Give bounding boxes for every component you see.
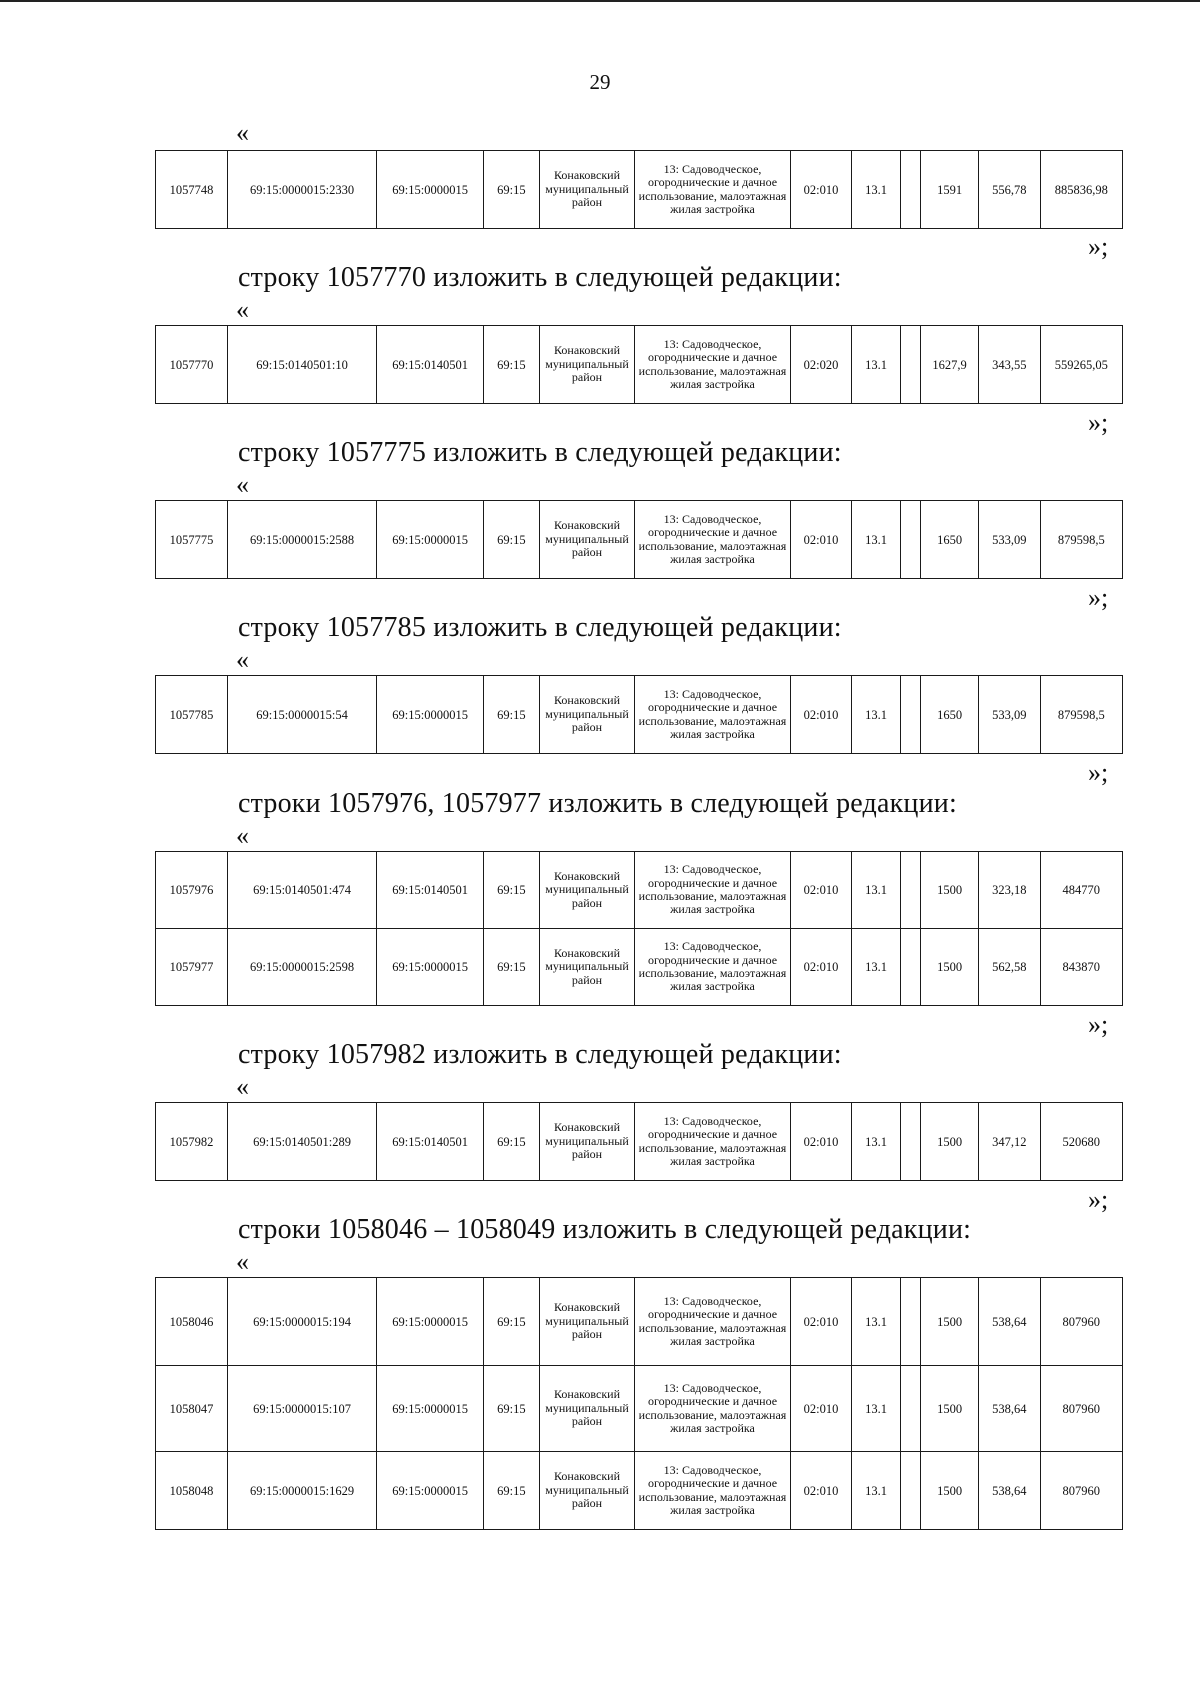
municipality-cell: Конаковский муниципальный район <box>539 1278 635 1366</box>
area-cell: 1500 <box>921 1278 979 1366</box>
section-heading: строки 1057976, 1057977 изложить в следующей редакции: <box>238 788 957 819</box>
land-use-purpose-cell: 13: Садоводческое, огороднические и дачное использование, малоэтажная жилая застройка <box>635 929 790 1006</box>
municipality-cell: Конаковский муниципальный район <box>539 151 635 229</box>
empty-cell <box>900 326 921 404</box>
record-table <box>155 325 1123 404</box>
specific-value-cell: 556,78 <box>978 151 1040 229</box>
municipality-cell: Конаковский муниципальный район <box>539 1366 635 1452</box>
cadastral-value-cell: 807960 <box>1040 1366 1122 1452</box>
group-cell: 13.1 <box>852 326 900 404</box>
cadastral-value-cell: 879598,5 <box>1040 676 1122 754</box>
cadastral-quarter-cell: 69:15:0000015 <box>377 929 484 1006</box>
code-cell: 02:010 <box>790 1452 852 1530</box>
table-row <box>156 151 1123 229</box>
specific-value-cell: 562,58 <box>978 929 1040 1006</box>
cadastral-value-cell: 807960 <box>1040 1452 1122 1530</box>
group-cell: 13.1 <box>852 501 900 579</box>
row-id-cell: 1058047 <box>156 1366 228 1452</box>
opening-quote: « <box>236 821 249 850</box>
table-row <box>156 929 1123 1006</box>
cadastral-quarter-cell: 69:15:0000015 <box>377 501 484 579</box>
page-number: 29 <box>589 70 611 94</box>
land-use-purpose-cell: 13: Садоводческое, огороднические и дачное использование, малоэтажная жилая застройка <box>635 676 790 754</box>
cadastral-quarter-cell: 69:15:0140501 <box>377 1103 484 1181</box>
record-table <box>155 500 1123 579</box>
cadastral-quarter-cell: 69:15:0140501 <box>377 326 484 404</box>
cadastral-district-cell: 69:15 <box>484 326 540 404</box>
code-cell: 02:010 <box>790 929 852 1006</box>
land-use-purpose-cell: 13: Садоводческое, огороднические и дачное использование, малоэтажная жилая застройка <box>635 151 790 229</box>
table-row <box>156 501 1123 579</box>
cadastral-district-cell: 69:15 <box>484 1103 540 1181</box>
cadastral-district-cell: 69:15 <box>484 151 540 229</box>
municipality-cell: Конаковский муниципальный район <box>539 1103 635 1181</box>
cadastral-district-cell: 69:15 <box>484 501 540 579</box>
area-cell: 1591 <box>921 151 979 229</box>
land-use-purpose-cell: 13: Садоводческое, огороднические и дачное использование, малоэтажная жилая застройка <box>635 326 790 404</box>
empty-cell <box>900 1103 921 1181</box>
opening-quote: « <box>236 645 249 674</box>
empty-cell <box>900 929 921 1006</box>
section-heading: строку 1057775 изложить в следующей редакции: <box>238 437 842 468</box>
specific-value-cell: 538,64 <box>978 1278 1040 1366</box>
row-id-cell: 1057748 <box>156 151 228 229</box>
specific-value-cell: 323,18 <box>978 852 1040 929</box>
cadastral-value-cell: 885836,98 <box>1040 151 1122 229</box>
cadastral-district-cell: 69:15 <box>484 1278 540 1366</box>
cadastral-district-cell: 69:15 <box>484 676 540 754</box>
area-cell: 1500 <box>921 1103 979 1181</box>
specific-value-cell: 533,09 <box>978 501 1040 579</box>
specific-value-cell: 347,12 <box>978 1103 1040 1181</box>
row-id-cell: 1058048 <box>156 1452 228 1530</box>
specific-value-cell: 538,64 <box>978 1366 1040 1452</box>
area-cell: 1650 <box>921 501 979 579</box>
cadastral-number-cell: 69:15:0000015:2598 <box>228 929 377 1006</box>
code-cell: 02:010 <box>790 1103 852 1181</box>
row-id-cell: 1057770 <box>156 326 228 404</box>
cadastral-district-cell: 69:15 <box>484 1452 540 1530</box>
land-use-purpose-cell: 13: Садоводческое, огороднические и дачное использование, малоэтажная жилая застройка <box>635 1452 790 1530</box>
group-cell: 13.1 <box>852 151 900 229</box>
table-row <box>156 676 1123 754</box>
land-use-purpose-cell: 13: Садоводческое, огороднические и дачное использование, малоэтажная жилая застройка <box>635 501 790 579</box>
table-row <box>156 1366 1123 1452</box>
empty-cell <box>900 1278 921 1366</box>
empty-cell <box>900 1452 921 1530</box>
code-cell: 02:010 <box>790 1366 852 1452</box>
municipality-cell: Конаковский муниципальный район <box>539 676 635 754</box>
group-cell: 13.1 <box>852 1103 900 1181</box>
closing-quote: »; <box>1088 583 1109 612</box>
cadastral-quarter-cell: 69:15:0140501 <box>377 852 484 929</box>
cadastral-number-cell: 69:15:0000015:2588 <box>228 501 377 579</box>
record-table <box>155 851 1123 1006</box>
closing-quote: »; <box>1088 1010 1109 1039</box>
row-id-cell: 1057977 <box>156 929 228 1006</box>
cadastral-value-cell: 843870 <box>1040 929 1122 1006</box>
closing-quote: »; <box>1088 408 1109 437</box>
code-cell: 02:010 <box>790 1278 852 1366</box>
row-id-cell: 1057976 <box>156 852 228 929</box>
municipality-cell: Конаковский муниципальный район <box>539 326 635 404</box>
empty-cell <box>900 501 921 579</box>
group-cell: 13.1 <box>852 676 900 754</box>
cadastral-quarter-cell: 69:15:0000015 <box>377 676 484 754</box>
code-cell: 02:010 <box>790 501 852 579</box>
cadastral-quarter-cell: 69:15:0000015 <box>377 1452 484 1530</box>
top-border-line <box>0 0 1200 2</box>
code-cell: 02:010 <box>790 676 852 754</box>
record-table <box>155 150 1123 229</box>
area-cell: 1500 <box>921 852 979 929</box>
opening-quote: « <box>236 295 249 324</box>
group-cell: 13.1 <box>852 929 900 1006</box>
row-id-cell: 1057982 <box>156 1103 228 1181</box>
table-row <box>156 1103 1123 1181</box>
opening-quote: « <box>236 1072 249 1101</box>
cadastral-district-cell: 69:15 <box>484 1366 540 1452</box>
area-cell: 1650 <box>921 676 979 754</box>
group-cell: 13.1 <box>852 1452 900 1530</box>
area-cell: 1500 <box>921 929 979 1006</box>
table-row <box>156 852 1123 929</box>
group-cell: 13.1 <box>852 1278 900 1366</box>
section-heading: строку 1057982 изложить в следующей редакции: <box>238 1039 842 1070</box>
row-id-cell: 1057775 <box>156 501 228 579</box>
cadastral-number-cell: 69:15:0140501:10 <box>228 326 377 404</box>
closing-quote: »; <box>1088 232 1109 261</box>
cadastral-number-cell: 69:15:0000015:1629 <box>228 1452 377 1530</box>
land-use-purpose-cell: 13: Садоводческое, огороднические и дачное использование, малоэтажная жилая застройка <box>635 1103 790 1181</box>
record-table <box>155 675 1123 754</box>
cadastral-value-cell: 807960 <box>1040 1278 1122 1366</box>
cadastral-number-cell: 69:15:0140501:474 <box>228 852 377 929</box>
cadastral-quarter-cell: 69:15:0000015 <box>377 1278 484 1366</box>
cadastral-value-cell: 559265,05 <box>1040 326 1122 404</box>
group-cell: 13.1 <box>852 1366 900 1452</box>
cadastral-number-cell: 69:15:0000015:194 <box>228 1278 377 1366</box>
row-id-cell: 1058046 <box>156 1278 228 1366</box>
cadastral-value-cell: 484770 <box>1040 852 1122 929</box>
table-row <box>156 1278 1123 1366</box>
record-table <box>155 1277 1123 1530</box>
cadastral-quarter-cell: 69:15:0000015 <box>377 1366 484 1452</box>
record-table <box>155 1102 1123 1181</box>
cadastral-number-cell: 69:15:0140501:289 <box>228 1103 377 1181</box>
cadastral-number-cell: 69:15:0000015:54 <box>228 676 377 754</box>
specific-value-cell: 533,09 <box>978 676 1040 754</box>
code-cell: 02:010 <box>790 151 852 229</box>
table-row <box>156 1452 1123 1530</box>
table-row <box>156 326 1123 404</box>
code-cell: 02:010 <box>790 852 852 929</box>
opening-quote: « <box>236 118 249 147</box>
land-use-purpose-cell: 13: Садоводческое, огороднические и дачное использование, малоэтажная жилая застройка <box>635 1278 790 1366</box>
opening-quote: « <box>236 470 249 499</box>
row-id-cell: 1057785 <box>156 676 228 754</box>
empty-cell <box>900 676 921 754</box>
land-use-purpose-cell: 13: Садоводческое, огороднические и дачное использование, малоэтажная жилая застройка <box>635 852 790 929</box>
specific-value-cell: 343,55 <box>978 326 1040 404</box>
cadastral-district-cell: 69:15 <box>484 852 540 929</box>
empty-cell <box>900 1366 921 1452</box>
closing-quote: »; <box>1088 1185 1109 1214</box>
group-cell: 13.1 <box>852 852 900 929</box>
area-cell: 1500 <box>921 1366 979 1452</box>
cadastral-value-cell: 520680 <box>1040 1103 1122 1181</box>
empty-cell <box>900 852 921 929</box>
code-cell: 02:020 <box>790 326 852 404</box>
cadastral-quarter-cell: 69:15:0000015 <box>377 151 484 229</box>
area-cell: 1500 <box>921 1452 979 1530</box>
section-heading: строку 1057785 изложить в следующей редакции: <box>238 612 842 643</box>
section-heading: строки 1058046 – 1058049 изложить в следующей редакции: <box>238 1214 972 1245</box>
area-cell: 1627,9 <box>921 326 979 404</box>
land-use-purpose-cell: 13: Садоводческое, огороднические и дачное использование, малоэтажная жилая застройка <box>635 1366 790 1452</box>
specific-value-cell: 538,64 <box>978 1452 1040 1530</box>
opening-quote: « <box>236 1247 249 1276</box>
municipality-cell: Конаковский муниципальный район <box>539 1452 635 1530</box>
cadastral-district-cell: 69:15 <box>484 929 540 1006</box>
cadastral-value-cell: 879598,5 <box>1040 501 1122 579</box>
cadastral-number-cell: 69:15:0000015:2330 <box>228 151 377 229</box>
empty-cell <box>900 151 921 229</box>
municipality-cell: Конаковский муниципальный район <box>539 501 635 579</box>
cadastral-number-cell: 69:15:0000015:107 <box>228 1366 377 1452</box>
closing-quote: »; <box>1088 758 1109 787</box>
section-heading: строку 1057770 изложить в следующей редакции: <box>238 262 842 293</box>
municipality-cell: Конаковский муниципальный район <box>539 929 635 1006</box>
municipality-cell: Конаковский муниципальный район <box>539 852 635 929</box>
